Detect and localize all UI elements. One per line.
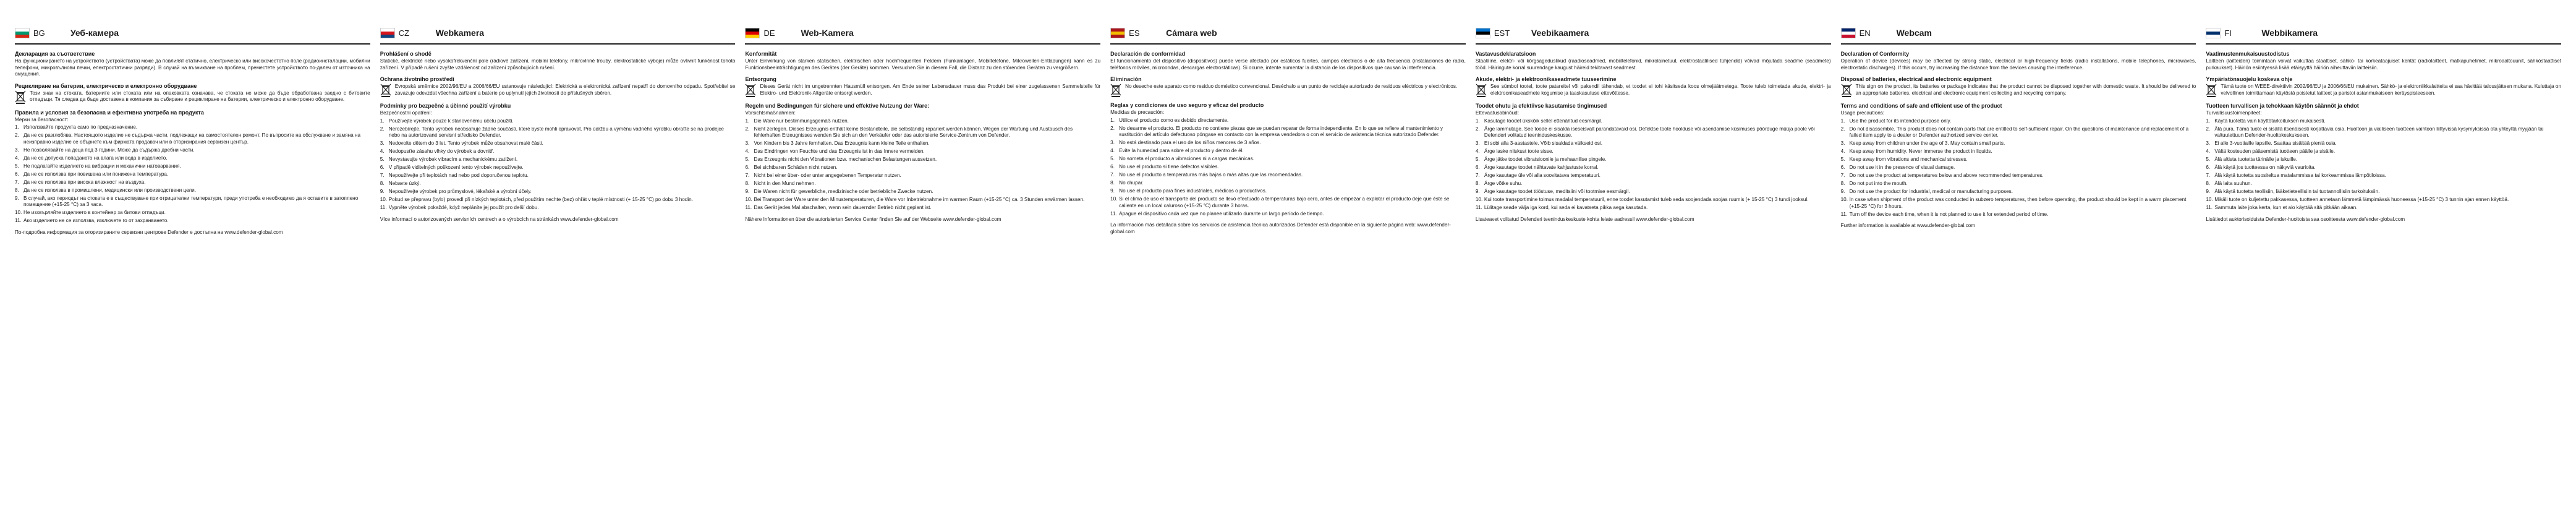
rule-text: Käytä tuotetta vain käyttötarkoituksen mukaisesti. [2214, 118, 2326, 124]
list-item: 11. Ако изделието не се използва, изключете го от захранването. [15, 218, 169, 223]
rule-text: Използвайте продукта само по предназначение. [23, 124, 138, 130]
language-column-fi [2206, 25, 2561, 519]
product-title: Webkamera [435, 28, 485, 38]
list-item: 1. Die Ware nur bestimmungsgemäß nutzen. [745, 118, 849, 124]
language-column-de [745, 25, 1100, 519]
section-text: Evropská směrnice 2002/96/EU a 2006/66/EU ustanovuje následující: Elektrická a elektronická zařízení nepatří do domovního odpadu. Spotřebitel se zavazuje odevzdat všechna zařízení a baterie po uplynutí jejich životnosti do příslušných sběren. [394, 84, 736, 96]
crossed-bin-icon [380, 84, 391, 97]
flag-icon [745, 28, 760, 38]
section-heading: Рециклиране на батерии, електрическо и електронно оборудване [15, 82, 197, 89]
rule-text: Vältä kosteuden pääsemistä tuotteen päälle ja sisälle. [2214, 148, 2336, 154]
section-text: Laitteen (laitteiden) toimintaan voivat vaikuttaa staattiset, sähkö- tai korkeataajuiset kentät (radiolaitteet, matkapuhelimet, mikroaaltouunit, sähköstaattiset purkaukset). Häiriön esiintyessä lisää etäisyyttä häiriön aiheuttaviin laitteisiin. [2206, 58, 2562, 71]
disposal-notice [380, 84, 736, 98]
language-column-cz [380, 25, 736, 519]
section-heading: Декларация за съответствие [15, 51, 95, 57]
list-item: 11. Sammuta laite joka kerta, kun et aio käyttää sitä pitkään aikaan. [2206, 205, 2358, 210]
rule-text: Nicht in den Mund nehmen. [754, 181, 816, 186]
rule-text: Mikäli tuote on kuljetettu pakkasessa, tuotteen annetaan lämmetä lämpimässä huoneessa (+15-25 °C) 3 tunnin ajan ennen käyttöä. [2214, 197, 2509, 202]
rule-text: Не позволявайте на деца под 3 години. Може да съдържа дребни части. [23, 147, 195, 153]
list-item: 3. Von Kindern bis 3 Jahre fernhalten. Das Erzeugnis kann kleine Teile enthalten. [745, 140, 930, 146]
disposal-notice [15, 90, 370, 105]
section-text: Bezpečnostní opatření: [380, 110, 432, 116]
column-header [380, 25, 736, 45]
section-heading: Konformität [745, 51, 777, 57]
product-title: Web-Kamera [801, 28, 854, 38]
flag-icon [380, 28, 395, 38]
list-item: 8. Да не се използва в промишлени, медицински или производствени цели. [15, 187, 196, 193]
crossed-bin-icon [745, 84, 756, 97]
list-item: 2. Да не се разглобява. Настоящото изделие не съдържа части, подлежащи на самостоятелен ремонт. По въпросите на обслужване и замяна на неизправно изделие се обърнете към фирмата продавач или в оторизирания сервизен център. [15, 132, 370, 145]
list-item: 8. No chupar. [1110, 180, 1144, 186]
section-heading: Terms and conditions of safe and efficient use of the product [1840, 103, 2002, 109]
footer-note: Více informací o autorizovaných servisních centrech a o výrobcích na stránkách www.defender-global.com [380, 216, 619, 222]
section-heading: Ochrana životního prostředí [380, 76, 454, 82]
rule-text: Vypněte výrobek pokaždé, když nepláníte jej použít pro delší dobu. [388, 205, 539, 210]
column-header [1841, 25, 2196, 45]
rule-text: Älä laita suuhun. [2214, 181, 2252, 186]
product-title: Webcam [1896, 28, 1932, 38]
rule-text: Do not use the product at temperatures below and above recommended temperatures. [1849, 173, 2044, 178]
section-text: Staatiline, elektri- või kõrgsageduslikud (raadioseadmed, mobiiltelefonid, mikrolainetuul, elektrostaatilised tühjendid) võivad mõjutada seadme (seadmete) tööd. Häiringute korral suurendage kaugust häireid tekitavast seadmest. [1475, 58, 1831, 71]
list-item: 2. Nicht zerlegen. Dieses Erzeugnis enthält keine Bestandteile, die selbständig repariert werden können. Wegen der Wartung und Austausch des fehlerhaften Erzeugnisses wenden Sie sich an den Verkäufer oder das autorisierte Service-Zentrum von Defender. [745, 126, 1100, 139]
flag-icon [15, 28, 30, 38]
rule-text: Да не се разглобява. Настоящото изделие не съдържа части, подлежащи на самостоятелен ремонт. По въпросите на обслужване и замяна на неизправно изделие се обърнете към фирмата продавач или в оторизирания сервизен център. [23, 132, 361, 145]
list-item: 3. No está destinado para el uso de los niños menores de 3 años. [1110, 140, 1261, 145]
list-item: 4. Evite la humedad para sobre el producto y dentro de él. [1110, 148, 1244, 153]
list-item: 5. Älä altista tuotetta tärinälle ja iskuille. [2206, 157, 2298, 162]
list-item: 9. Do not use the product for industrial, medical or manufacturing purposes. [1840, 189, 2013, 194]
rule-text: Nepoužívejte výrobek pro průmyslové, lékařské a výrobní účely. [388, 189, 532, 194]
language-code: DE [763, 28, 775, 38]
rule-text: No use el producto para fines industriales, médicos o productivos. [1119, 188, 1267, 194]
rule-text: Älä käytä tuotetta teollisiin, lääketieteellisiin tai tuotannollisiin tarkoituksiin. [2214, 189, 2380, 194]
product-title: Veebikaamera [1531, 28, 1589, 38]
rule-text: Ärge kasutage toodet tööstuse, meditsiini või tootmise eesmärgil. [1484, 189, 1630, 194]
rule-text: No desarme el producto. El producto no contiene piezas que se puedan reparar de forma independiente. En lo que se refiere al mantenimiento y sustitución del artículo defectuoso póngase en contacto con la empresa vendedora o con el servicio de asistencia técnica autorizado Defender. [1119, 125, 1443, 137]
section-heading: Reglas y condiciones de uso seguro y eficaz del producto [1110, 102, 1264, 108]
rule-text: Nevystavujte výrobek vibracím a mechanickému zatížení. [388, 157, 518, 162]
section-text: Dieses Gerät nicht im ungetrennten Hausmüll entsorgen. Am Ende seiner Lebensdauer muss das Produkt bei einer zugelassenen Sammelstelle für Elektro- und Elektronik-Altgeräte entsorgt werden. [760, 84, 1101, 96]
rule-text: Nepoužívejte při teplotách nad nebo pod doporučenou teplotu. [388, 173, 529, 178]
footer-note: Lisätiedot auktorisoiduista Defender-huoltoista saa osoitteesta www.defender-global.com [2206, 216, 2405, 222]
rule-text: Kui toote transportimine toimus madalal temperatuuril, enne toodet kasutamist tuleb seda soojendada soojas ruumis (+ 15-25 °C) 3 tundi jooksul. [1484, 197, 1809, 202]
rule-text: Do not disassemble. This product does not contain parts that are entitled to self-sufficient repair. On the questions of maintenance and replacement of a failed item apply to a dealer or Defender authorized service center. [1849, 126, 2189, 138]
rule-text: В случай, ако периодът на стоката е в съществуване при отрицателни температури, преди употреба е необходимо да я оставите в затоплено помещение (+15-25 °C) за 3 часа. [23, 195, 359, 207]
rule-text: Keep away from children under the age of 3. May contain small parts. [1849, 140, 2005, 146]
rule-text: Pokud se přepravu (bylo) provedl při nízkých teplotách, před použitím nechte (bez) ohřát v teplé místnosti (+ 15-25 °C) po dobu 3 hodin. [388, 197, 694, 202]
section-text: Medidas de precaución: [1110, 109, 1165, 115]
list-item: 4. Да не се допуска попадането на влага или вода в изделието. [15, 155, 168, 161]
rule-text: Apague el dispositivo cada vez que no planee utilizarlo durante un largo período de tiempo. [1119, 210, 1324, 217]
rule-text: Älä käytä tuotetta suositeltua matalammissa tai korkeammissa lämpötiloissa. [2214, 173, 2386, 178]
list-item: 1. Utilice el producto como es debido directamente. [1110, 117, 1229, 123]
section-text: Turvallisuustoimenpiteet: [2206, 110, 2262, 116]
rule-text: Das Gerät jedes Mal abschalten, wenn sein dauernder Betrieb nicht geplant ist. [754, 205, 932, 210]
section-text: Мерки за безопасност: [15, 116, 69, 122]
rule-text: Ei sobi alla 3-aastastele. Võib sisaldada väikseid osi. [1484, 140, 1603, 146]
list-item: 7. Nicht bei einer über- oder unter angegebenen Temperatur nutzen. [745, 173, 901, 178]
list-item: 6. Ärge kasutage toodet nähtavate kahjustuste korral. [1475, 165, 1599, 170]
flag-icon [1110, 28, 1125, 38]
footer-note: Lisateavet volitatud Defenderi teeninduskeskuste kohta leiate aadressil www.defender-global.com [1475, 216, 1694, 222]
section-text: Operation of device (devices) may be affected by strong static, electrical or high-frequency fields (radio installations, mobile telephones, microwaves, electrostatic discharges). If this occurs, try increasing the distance from the devices causing the interference. [1840, 58, 2196, 71]
language-column-es [1110, 25, 1466, 519]
footer-note: Further information is available at www.defender-global.com [1840, 223, 1976, 228]
list-item: 3. Nedovolte dětem do 3 let. Tento výrobek může obsahovat malé části. [380, 140, 543, 146]
section-heading: Vaatimustenmukaisuustodistus [2206, 51, 2290, 57]
list-item: 1. Používejte výrobek pouze k stanovenému účelu použití. [380, 118, 514, 124]
list-item: 5. Ärge jätke toodet vibratsioonile ja mehaanilise pingele. [1475, 157, 1607, 162]
safety-rules-list [745, 118, 1100, 212]
crossed-bin-icon [1110, 84, 1121, 97]
rule-text: Ärge jätke toodet vibratsioonile ja mehaanilise pingele. [1484, 157, 1607, 162]
list-item: 10. Mikäli tuote on kuljetettu pakkasessa, tuotteen annetaan lämmetä lämpimässä huoneessa (+15-25 °C) 3 tunnin ajan ennen käyttöä. [2206, 197, 2509, 202]
rule-text: Sammuta laite joka kerta, kun et aio käyttää sitä pitkään aikaan. [2214, 205, 2358, 210]
list-item: 3. Keep away from children under the age of 3. May contain small parts. [1840, 140, 2005, 146]
list-item: 1. Kasutage toodet ükskõik sellel ettenähtud eesmärgil. [1475, 118, 1603, 124]
rule-text: Evite la humedad para sobre el producto y dentro de él. [1119, 148, 1244, 153]
rule-text: Von Kindern bis 3 Jahre fernhalten. Das Erzeugnis kann kleine Teile enthalten. [754, 140, 930, 146]
rule-text: Älä altista tuotetta tärinälle ja iskuille. [2214, 157, 2298, 162]
rule-text: Nicht zerlegen. Dieses Erzeugnis enthält keine Bestandteile, die selbständig repariert werden können. Wegen der Wartung und Austausch des fehlerhaften Erzeugnisses wenden Sie sich an den Verkäufer oder das autorisierte Service-Zentrum von Defender. [754, 126, 1073, 138]
flag-icon [2206, 28, 2221, 38]
list-item: 10. Kui toote transportimine toimus madalal temperatuuril, enne toodet kasutamist tuleb seda soojendada soojas ruumis (+ 15-25 °C) 3 tundi jooksul. [1475, 197, 1809, 202]
rule-text: No use el producto a temperaturas más bajas o más altas que las recomendadas. [1119, 172, 1303, 178]
list-item: 4. Vältä kosteuden pääsemistä tuotteen päälle ja sisälle. [2206, 148, 2336, 154]
rule-text: Nebavte úzký. [388, 181, 421, 186]
rule-text: Do not use the product for industrial, medical or manufacturing purposes. [1849, 189, 2013, 194]
flag-icon [1841, 28, 1856, 38]
safety-rules-list [380, 118, 736, 212]
section-text: No deseche este aparato como residuo doméstico convencional. Deséchalo a un punto de reciclaje autorizado de residuos eléctricos y electrónicos. [1125, 84, 1458, 89]
safety-rules-list [1110, 118, 1466, 218]
list-item: 6. Älä käytä jos tuotteessa on näkyviä vaurioita. [2206, 165, 2316, 170]
rule-text: Keep away from vibrations and mechanical stresses. [1849, 157, 1968, 162]
section-text: El funcionamiento del dispositivo (dispositivos) puede verse afectado por estáticos fuertes, campos eléctricos o de alta frecuencia (instalaciones de radio, teléfonos móviles, microondas, descargas electrostáticas). Si ocurre, intente aumentar la distancia de los dispositivos que causan la interferencia. [1110, 58, 1466, 71]
section-heading: Правила и условия за безопасна и ефективна употреба на продукта [15, 109, 204, 116]
list-item: 7. Do not use the product at temperatures below and above recommended temperatures. [1840, 173, 2044, 178]
list-item: 8. Nicht in den Mund nehmen. [745, 181, 816, 186]
section-heading: Ympäristönsuojelu koskeva ohje [2206, 76, 2293, 82]
rule-text: Älä käytä jos tuotteessa on näkyviä vaurioita. [2214, 165, 2316, 170]
list-item: 3. Ei sobi alla 3-aastastele. Võib sisaldada väikseid osi. [1475, 140, 1603, 146]
rule-text: Ärge kasutage toodet nähtavate kahjustuste korral. [1484, 165, 1599, 170]
list-item: 11. Das Gerät jedes Mal abschalten, wenn sein dauernder Betrieb nicht geplant ist. [745, 205, 932, 210]
rule-text: No use el producto si tiene defectos visibles. [1119, 164, 1219, 169]
list-item: 8. Do not put into the mouth. [1840, 181, 1908, 186]
product-title: Cámara web [1166, 28, 1217, 38]
section-heading: Toodet ohutu ja efektiivse kasutamise tingimused [1475, 103, 1607, 109]
rule-text: Keep away from humidity. Never immerse the product in liquids. [1849, 148, 1992, 154]
section-heading: Akude, elektri- ja elektroonikaseadmete tuuseerimine [1475, 76, 1617, 82]
section-text: Ettevaatusabinõud: [1475, 110, 1519, 116]
product-title: Webbikamera [2261, 28, 2318, 38]
list-item: 1. Използвайте продукта само по предназначение. [15, 124, 138, 130]
crossed-bin-icon [15, 90, 26, 104]
list-item: 6. Да не се използва при повишена или понижена температура. [15, 171, 169, 177]
rule-text: Do not use it in the presence of visual damage. [1849, 165, 1955, 170]
section-heading: Disposal of batteries, electrical and electronic equipment [1840, 76, 1992, 82]
section-text: Vorsichtsmaßnahmen: [745, 110, 796, 116]
list-item: 7. No use el producto a temperaturas más bajas o más altas que las recomendadas. [1110, 172, 1303, 178]
list-item: 7. Älä käytä tuotetta suositeltua matalammissa tai korkeammissa lämpötiloissa. [2206, 173, 2386, 178]
section-heading: Vastavusdeklaratsioon [1475, 51, 1536, 57]
section-heading: Prohlášení o shodě [380, 51, 431, 57]
column-header [1476, 25, 1831, 45]
section-heading: Declaration of Conformity [1840, 51, 1910, 57]
section-heading: Podmínky pro bezpečné a účinné použití výrobku [380, 103, 511, 109]
list-item: 11. Vypněte výrobek pokaždé, když nepláníte jej použít pro delší dobu. [380, 205, 539, 210]
rule-text: V případě viditelných poškození tento výrobek nepoužívejte. [388, 165, 524, 170]
column-header [15, 25, 370, 45]
list-item: 6. V případě viditelných poškození tento výrobek nepoužívejte. [380, 165, 524, 170]
crossed-bin-icon [1476, 84, 1487, 97]
disposal-notice [745, 84, 1100, 98]
footer-note: По-подробна информация за оторизираните сервизни центрове Defender е достъпна на www.defender-global.com [15, 229, 283, 235]
language-code: ES [1129, 28, 1140, 38]
rule-text: Ärge kasutage üle või alla soovitatava temperatuuri. [1484, 173, 1600, 178]
list-item: 2. No desarme el producto. El producto no contiene piezas que se puedan reparar de forma independiente. En lo que se refiere al mantenimiento y sustitución del artículo defectuoso póngase en contacto con la empresa vendedora o con el servicio de asistencia técnica autorizado Defender. [1110, 126, 1466, 139]
list-item: 10. In case when shipment of the product was conducted in subzero temperatures, then before operating, the product should be kept in a warm placement (+15-25 °C) for 3 hours. [1841, 197, 2196, 210]
rule-text: Lülitage seade välja iga kord, kui seda ei kavatseta pikka aega kasutada. [1484, 205, 1648, 210]
language-column-en [1841, 25, 2196, 519]
column-header [1110, 25, 1466, 45]
list-item: 4. Das Eindringen von Feuchte und das Erzeugnis ist in das Innere vermeiden. [745, 148, 925, 154]
list-item: 10. Si el clima de uso el transporte del producto se llevó efectuado a temperaturas bajo cero, antes de empezar a explotar el producto deje que éste se caliente en un local caluroso (+15-25 °C) durante 3 horas. [1110, 196, 1466, 209]
language-code: BG [33, 28, 45, 38]
section-text: Usage precautions: [1840, 110, 1885, 116]
list-item: 3. Не позволявайте на деца под 3 години. Може да съдържа дребни части. [15, 147, 195, 153]
rule-text: No chupar. [1119, 180, 1144, 186]
rule-text: Das Erzeugnis nicht den Vibrationen bzw. mechanischen Belastungen aussetzen. [754, 157, 937, 162]
section-heading: Entsorgung [745, 76, 776, 82]
rule-text: Ärge laske niiskust toote sisse. [1484, 148, 1554, 154]
disposal-notice [1476, 84, 1831, 98]
list-item: 5. Keep away from vibrations and mechanical stresses. [1840, 157, 1968, 162]
list-item: 11. Turn off the device each time, when it is not planned to use it for extended period of time. [1840, 211, 2049, 217]
list-item: 7. Ärge kasutage üle või alla soovitatava temperatuuri. [1475, 173, 1600, 178]
rule-text: Používejte výrobek pouze k stanovenému účelu použití. [388, 118, 514, 124]
list-item: 5. No someta el producto a vibraciones ni a cargas mecánicas. [1110, 156, 1255, 161]
disposal-notice [1110, 84, 1466, 97]
list-item: 6. No use el producto si tiene defectos visibles. [1110, 164, 1219, 169]
list-item: 6. Bei sichtbaren Schäden nicht nutzen. [745, 165, 838, 170]
section-text: Tämä tuote on WEEE-direktiivin 2002/96/EU ja 2006/66/EU mukainen. Sähkö- ja elektroniikkalaitteita ei saa hävittää talousjätteen mukana. Kuluttaja on velvollinen toimittamaan käytöstä poistetut laitteet ja paristot asianmukaiseen keräyspisteeseen. [2221, 84, 2562, 96]
list-item: 9. В случай, ако периодът на стоката е в съществуване при отрицателни температури, преди употреба е необходимо да я оставите в затоплено помещение (+15-25 °C) за 3 часа. [15, 195, 370, 208]
list-item: 10. Pokud se přepravu (bylo) provedl při nízkých teplotách, před použitím nechte (bez) ohřát v teplé místnosti (+ 15-25 °C) po dobu 3 hodin. [380, 197, 694, 202]
safety-rules-list [1841, 118, 2196, 218]
section-text: На функционирането на устройството (устройствата) може да повлияят статично, електрическо или високочестотно поле (радиоинсталации, мобилни телефони, микровълнови печки, електростатични разряди). В случай на възникване на проблем, преместете устройството по-далеч от източника на смущения. [15, 58, 370, 77]
rule-text: Kasutage toodet ükskõik sellel ettenähtud eesmärgil. [1484, 118, 1603, 124]
rule-text: Да не се използва в промишлени, медицински или производствени цели. [23, 187, 196, 193]
rule-text: Да не се използва при повишена или понижена температура. [23, 171, 169, 177]
section-heading: Tuotteen turvallisen ja tehokkaan käytön säännöt ja ehdot [2206, 103, 2359, 109]
list-item: 1. Käytä tuotetta vain käyttötarkoituksen mukaisesti. [2206, 118, 2326, 124]
rule-text: Bei sichtbaren Schäden nicht nutzen. [754, 165, 838, 170]
rule-text: Si el clima de uso el transporte del producto se llevó efectuado a temperaturas bajo cero, antes de empezar a explotar el producto deje que éste se caliente en un local caluroso (+15-25 °C) durante 3 horas. [1119, 196, 1450, 208]
language-column-bg [15, 25, 370, 519]
list-item: 2. Älä pura. Tämä tuote ei sisällä itsenäisesti korjattavia osia. Huoltoon ja vialliseen tuotteen vaihtoon liittyvissä kysymyksissä ota yhteyttä myyjään tai valtuutettuun Defender-huoltokeskukseen. [2206, 126, 2561, 139]
disposal-notice [1841, 84, 2196, 98]
safety-rules-list [2206, 118, 2561, 212]
list-item: 5. Не подлагайте изделието на вибрации и механични натоварвания. [15, 163, 181, 169]
rule-text: Das Eindringen von Feuchte und das Erzeugnis ist in das Innere vermeiden. [754, 148, 925, 154]
list-item: 9. Die Waren nicht für gewerbliche, medizinische oder betriebliche Zwecke nutzen. [745, 189, 933, 194]
list-item: 4. Ärge laske niiskust toote sisse. [1475, 148, 1554, 154]
list-item: 8. Älä laita suuhun. [2206, 181, 2252, 186]
list-item: 5. Das Erzeugnis nicht den Vibrationen bzw. mechanischen Belastungen aussetzen. [745, 157, 937, 162]
rule-text: Nicht bei einer über- oder unter angegebenen Temperatur nutzen. [754, 173, 901, 178]
list-item: 11. Apague el dispositivo cada vez que no planee utilizarlo durante un largo período de tiempo. [1110, 210, 1324, 217]
rule-text: Да не се използва при висока влажност на въздуха. [23, 179, 146, 185]
rule-text: Ei alle 3-vuotiaille lapsille. Saattaa sisältää pieniä osia. [2214, 140, 2337, 146]
rule-text: Nedovolte dětem do 3 let. Tento výrobek může obsahovat malé části. [388, 140, 543, 146]
safety-rules-list [1476, 118, 1831, 212]
list-item: 4. Nedopusťte zásahu vlhky do výrobek a dovnitř. [380, 148, 495, 154]
rule-text: Turn off the device each time, when it is not planned to use it for extended period of time. [1849, 211, 2049, 217]
list-item: 2. Nerozebírejte. Tento výrobek neobsahuje žádné součásti, které byste mohli opravovat. Pro údržbu a výměnu vadného výrobku obraťte se na prodejce nebo na autorizované servisní středisko Defender. [380, 126, 736, 139]
flag-icon [1476, 28, 1490, 38]
section-heading: Regeln und Bedingungen für sichere und effektive Nutzung der Ware: [745, 103, 930, 109]
footer-note: Nähere Informationen über die autorisierten Service Center finden Sie auf der Webseite www.defender-global.com [745, 216, 1001, 222]
list-item: 9. Nepoužívejte výrobek pro průmyslové, lékařské a výrobní účely. [380, 189, 532, 194]
section-text: See sümbol tootel, toote patareitel või pakendil tähendab, et toodet ei tohi käsitseda koos olmejäätmetega. Tootе tuleb toimetada akude, elektri- ja elektroonikaseadmete kogumise ja taaskasutuse ettevõttesse. [1490, 84, 1831, 96]
rule-text: Ако изделието не се използва, изключете го от захранването. [23, 218, 169, 223]
rule-text: No está destinado para el uso de los niños menores de 3 años. [1119, 140, 1261, 145]
crossed-bin-icon [2206, 84, 2217, 97]
product-title: Уеб-камера [70, 28, 119, 38]
section-text: Unter Einwirkung von starken statischen, elektrischen oder hochfrequenten Feldern (Funkanlagen, Mobiltelefone, Mikrowellen-Entladungen) kann es zu Funktionsbeeinträchtigungen des Gerätes (der Geräte) kommen. Versuchen Sie in diesem Fall, die Distanz zu den störenden Geräten zu vergrößern. [745, 58, 1101, 71]
language-column-est [1476, 25, 1831, 519]
rule-text: Bei Transport der Ware unter den Minustemperaturen, die Ware vor Inbetriebnahme im warmen Raum (+15-25 °C) ca. 3 Stunden erwärmen lassen. [754, 197, 1085, 202]
disposal-notice [2206, 84, 2561, 98]
rule-text: Die Ware nur bestimmungsgemäß nutzen. [754, 118, 849, 124]
rule-text: Älä pura. Tämä tuote ei sisällä itsenäisesti korjattavia osia. Huoltoon ja vialliseen tuotteen vaihtoon liittyvissä kysymyksissä ota yhteyttä myyjään tai valtuutettuun Defender-huoltokeskukseen. [2214, 126, 2544, 138]
rule-text: In case when shipment of the product was conducted in subzero temperatures, then before operating, the product should be kept in a warm placement (+15-25 °C) for 3 hours. [1849, 197, 2187, 209]
crossed-bin-icon [1841, 84, 1852, 97]
rule-text: Nerozebírejte. Tento výrobek neobsahuje žádné součásti, které byste mohli opravovat. Pro údržbu a výměnu vadného výrobku obraťte se na prodejce nebo na autorizované servisní středisko Defender. [388, 126, 724, 138]
language-code: CZ [398, 28, 410, 38]
list-item: 8. Nebavte úzký. [380, 181, 421, 186]
language-code: FI [2224, 28, 2232, 38]
list-item: 2. Do not disassemble. This product does not contain parts that are entitled to self-sufficient repair. On the questions of maintenance and replacement of a failed item apply to a dealer or Defender authorized service center. [1841, 126, 2196, 139]
rule-text: Не изхвърляйте изделието в контейнер за битови отпадъци. [23, 210, 166, 215]
rule-text: Не подлагайте изделието на вибрации и механични натоварвания. [23, 163, 181, 169]
rule-text: Die Waren nicht für gewerbliche, medizinische oder betriebliche Zwecke nutzen. [754, 189, 933, 194]
section-text: Този знак на стоката, батериите или стоката или на опаковката означава, че стоката не може да бъде обработвана заедно с битовите отпадъци. Тя следва да бъде доставена в компания за събиране и рециклиране на батерии, електрическо и електронно оборудване. [30, 90, 370, 102]
list-item: 5. Nevystavujte výrobek vibracím a mechanickému zatížení. [380, 157, 518, 162]
rule-text: No someta el producto a vibraciones ni a cargas mecánicas. [1119, 156, 1255, 161]
list-item: 3. Ei alle 3-vuotiaille lapsille. Saattaa sisältää pieniä osia. [2206, 140, 2337, 146]
list-item: 1. Use the product for its intended purpose only. [1840, 118, 1952, 124]
list-item: 9. Ärge kasutage toodet tööstuse, meditsiini või tootmise eesmärgil. [1475, 189, 1630, 194]
list-item: 4. Keep away from humidity. Never immerse the product in liquids. [1840, 148, 1992, 154]
list-item: 2. Ärge lammutage. See toode ei sisalda iseseisvalt parandatavaid osi. Defektse toote hoolduse või asendamise küsimuses pöörduge müüja poole või Defenderi volitatud teeninduskeskusse. [1476, 126, 1831, 139]
list-item: 6. Do not use it in the presence of visual damage. [1840, 165, 1955, 170]
list-item: 10. Bei Transport der Ware unter den Minustemperaturen, die Ware vor Inbetriebnahme im warmen Raum (+15-25 °C) ca. 3 Stunden erwärmen lassen. [745, 197, 1085, 202]
section-text: This sign on the product, its batteries or package indicates that the product cannot be disposed together with domestic waste. It should be delivered to an appropriate batteries, electrical and electronic equipment collecting and recycling company. [1855, 84, 2196, 96]
column-header [745, 25, 1100, 45]
rule-text: Ärge lammutage. See toode ei sisalda iseseisvalt parandatavaid osi. Defektse toote hoolduse või asendamise küsimuses pöörduge müüja poole või Defenderi volitatud teeninduskeskusse. [1484, 126, 1815, 138]
section-text: Statické, elektrické nebo vysokofrekvenční pole (rádiové zařízení, mobilní telefony, mikrovlnné trouby, elektrostatické výboje) může ovlivnit funkčnost tohoto zařízení. V případě rušení zvyšte vzdálenost od zařízení způsobujících rušení. [380, 58, 736, 71]
rule-text: Да не се допуска попадането на влага или вода в изделието. [23, 155, 168, 161]
language-code: EN [1859, 28, 1871, 38]
rule-text: Nedopusťte zásahu vlhky do výrobek a dovnitř. [388, 148, 495, 154]
rule-text: Utilice el producto como es debido directamente. [1119, 117, 1229, 123]
list-item: 7. Nepoužívejte při teplotách nad nebo pod doporučenou teplotu. [380, 173, 529, 178]
language-code: EST [1494, 28, 1510, 38]
footer-note: La información más detallada sobre los servicios de asistencia técnica autorizados Defender está disponible en la siguiente página web: www.defender-global.com [1110, 222, 1451, 234]
rule-text: Use the product for its intended purpose only. [1849, 118, 1952, 124]
list-item: 8. Ärge võtke suhu. [1475, 181, 1523, 186]
column-header [2206, 25, 2561, 45]
list-item: 11. Lülitage seade välja iga kord, kui seda ei kavatseta pikka aega kasutada. [1475, 205, 1648, 210]
list-item: 9. Älä käytä tuotetta teollisiin, lääketieteellisiin tai tuotannollisiin tarkoituksiin. [2206, 189, 2380, 194]
safety-rules-list [15, 124, 370, 225]
rule-text: Ärge võtke suhu. [1484, 181, 1523, 186]
list-item: 9. No use el producto para fines industriales, médicos o productivos. [1110, 188, 1267, 194]
section-heading: Eliminación [1110, 76, 1142, 82]
section-heading: Declaración de conformidad [1110, 51, 1186, 57]
rule-text: Do not put into the mouth. [1849, 181, 1908, 186]
list-item: 7. Да не се използва при висока влажност на въздуха. [15, 179, 146, 185]
list-item: 10. Не изхвърляйте изделието в контейнер за битови отпадъци. [15, 210, 166, 215]
